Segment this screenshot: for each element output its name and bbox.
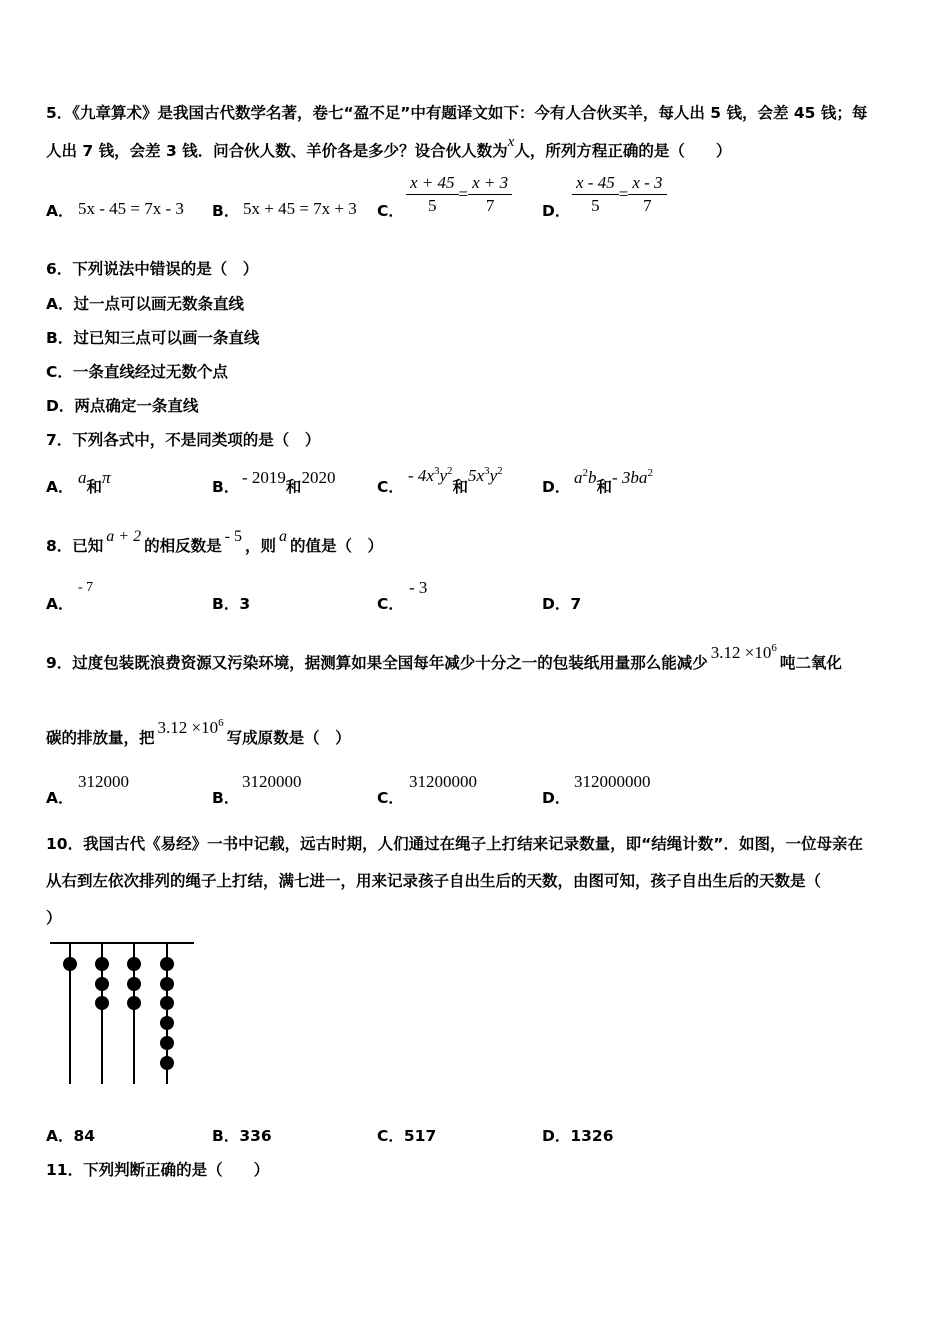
q9-option-b: 3120000 (242, 772, 302, 791)
q5-d-fraction-1: $\frac{x - 45}{5}$ (572, 172, 619, 217)
q8-option-c: - 3 (409, 578, 428, 597)
q10-option-a: A．84 (46, 1127, 96, 1145)
q9-stem-line1: 9．过度包装既浪费资源又污染环境，据测算如果全国每年减少十分之一的包装纸用量那么能减少$3.12 \times 10^6$吨二氧化 (46, 642, 842, 672)
q5-option-d-label: D． (542, 202, 571, 220)
q9-option-a-label: A． (46, 789, 74, 807)
q7-option-d: $a^2b$和- $3ba^2$ (574, 467, 653, 496)
q5-option-d: $\frac{x - 45}{5}$ = $\frac{x - 3}{7}$ (572, 172, 667, 217)
q9-option-d-label: D． (542, 789, 571, 807)
q10-stem-line1: 10．我国古代《易经》一书中记载，远古时期，人们通过在绳子上打结来记录数量，即“结绳计数”．如图，一位母亲在 (46, 835, 863, 853)
q8-option-a-label: A． (46, 595, 74, 613)
q5-option-c-label: C． (377, 202, 404, 220)
q10-stem-line2: 从右到左依次排列的绳子上打结，满七进一，用来记录孩子自出生后的天数，由图可知，孩子自出生后的天数是（ (46, 872, 822, 890)
q9-stem-line2: 碳的排放量，把$3.12 \times 10^6$写成原数是（ ） (46, 717, 351, 747)
q5-c-fraction-2: $\frac{x + 3}{7}$ (468, 172, 512, 217)
q8-option-a: - 7 (78, 580, 94, 595)
q10-option-b: B．336 (212, 1127, 272, 1145)
q9-option-a: 312000 (78, 772, 129, 791)
q5-c-fraction-1: $\frac{x + 45}{5}$ (406, 172, 459, 217)
q7-stem: 7．下列各式中，不是同类项的是（ ） (46, 431, 321, 449)
q6-option-d: D．两点确定一条直线 (46, 397, 199, 415)
q6-option-a: A．过一点可以画无数条直线 (46, 295, 244, 313)
q7-option-c-label: C． (377, 478, 404, 496)
q5-variable: x (507, 134, 515, 150)
q7-option-c: - $4x^3y^2$和$5x^3y^2$ (408, 465, 503, 496)
q9-option-c: 31200000 (409, 772, 477, 791)
q9-option-b-label: B． (212, 789, 240, 807)
q5-stem-line2-a: 人出 7 钱，会差 3 钱．问合伙人数、羊价各是多少？设合伙人数为 (46, 142, 508, 160)
q9-option-c-label: C． (377, 789, 404, 807)
q10-option-d: D．1326 (542, 1127, 614, 1145)
q7-option-b-label: B． (212, 478, 240, 496)
q8-stem: 8．已知a + 2的相反数是- 5，则a的值是（ ） (46, 528, 383, 555)
q10-stem-line3: ） (46, 909, 62, 927)
q11-stem: 11．下列判断正确的是（ ） (46, 1161, 270, 1179)
q6-option-b: B．过已知三点可以画一条直线 (46, 329, 260, 347)
q5-option-b: 5x + 45 = 7x + 3 (243, 199, 357, 218)
q5-option-a: 5x - 45 = 7x - 3 (78, 199, 184, 218)
q7-option-a: a和π (78, 468, 111, 496)
q5-option-a-label: A． (46, 202, 74, 220)
q7-option-d-label: D． (542, 478, 571, 496)
q8-option-b: B．3 (212, 595, 251, 613)
q5-d-fraction-2: $\frac{x - 3}{7}$ (628, 172, 666, 217)
q6-stem: 6．下列说法中错误的是（ ） (46, 260, 259, 278)
q9-option-d: 312000000 (574, 772, 651, 791)
q5-stem-line2 (46, 134, 732, 161)
q5-option-b-label: B． (212, 202, 240, 220)
q5-stem-line2-b: 人，所列方程正确的是（ ） (514, 142, 732, 160)
q6-option-c: C．一条直线经过无数个点 (46, 363, 228, 381)
q10-option-c: C．517 (377, 1127, 437, 1145)
q7-option-a-label: A． (46, 478, 74, 496)
q5-option-c: $\frac{x + 45}{5}$ = $\frac{x + 3}{7}$ (406, 172, 512, 217)
q5-stem-line1: 5．《九章算术》是我国古代数学名著，卷七“盈不足”中有题译文如下：今有人合伙买羊，每人出 5 钱，会差 45 钱；每 (46, 104, 868, 122)
knot-rope-figure (46, 938, 206, 1088)
q8-option-c-label: C． (377, 595, 404, 613)
q8-option-d: D．7 (542, 595, 582, 613)
q7-option-b: - 2019和2020 (242, 468, 336, 496)
